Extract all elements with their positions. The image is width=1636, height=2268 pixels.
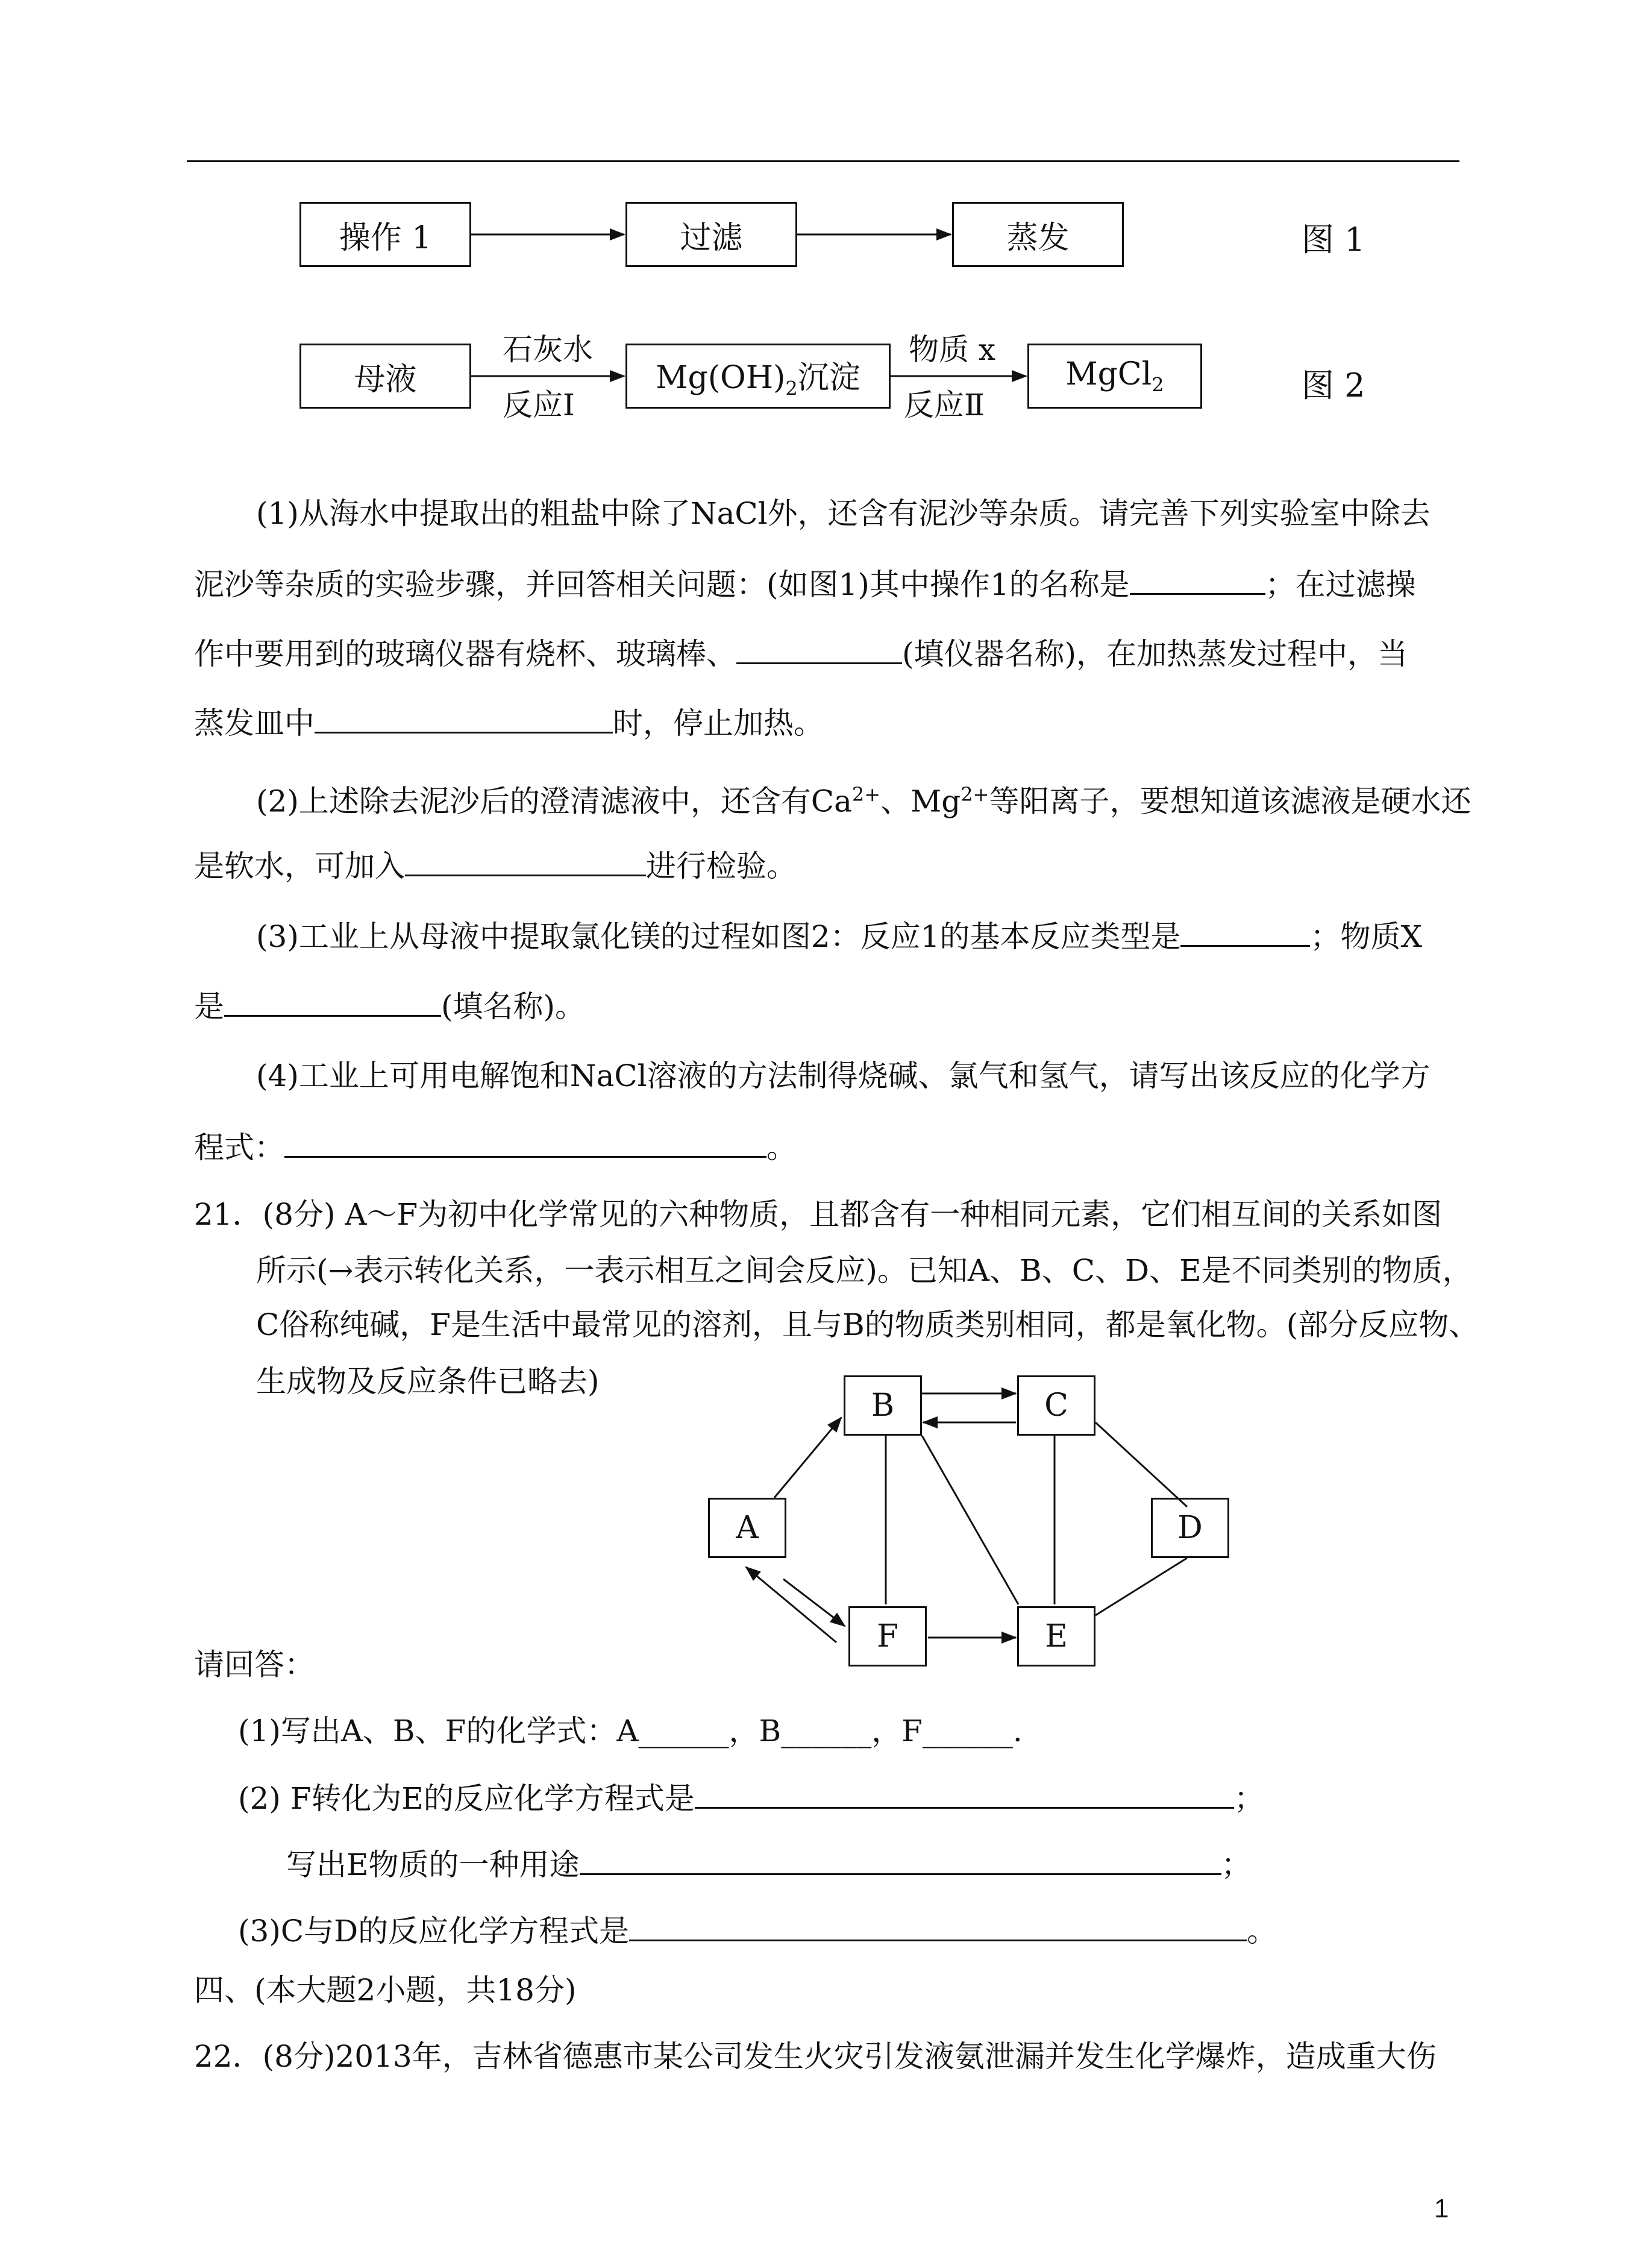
q21-s2-line2: 写出E物质的一种用途 ； xyxy=(286,1845,1252,1883)
q21-s1: (1)写出A、B、F的化学式：A______，B______，F______. xyxy=(238,1714,1023,1748)
q22-line1: 22．(8分)2013年，吉林省德惠市某公司发生火灾引发液氨泄漏并发生化学爆炸，造成重大伤 xyxy=(194,2039,1437,2074)
arrow-F-to-A xyxy=(746,1567,836,1642)
node-F: F xyxy=(848,1606,927,1666)
fig2-box-mgcl2-label: MgCl$_2$ xyxy=(1065,356,1164,397)
arrow-A-to-B xyxy=(774,1418,841,1498)
q20-p4-line1: (4)工业上可用电解饱和NaCl溶液的方法制得烧碱、氯气和氢气，请写出该反应的化学方 xyxy=(256,1058,1431,1093)
q20-p1-line1: (1)从海水中提取出的粗盐中除了NaCl外，还含有泥沙等杂质。请完善下列实验室中除去 xyxy=(256,496,1431,531)
section4-heading: 四、(本大题2小题，共18分) xyxy=(194,1973,577,2008)
fig1-label: 图 1 xyxy=(1302,221,1365,259)
node-A: A xyxy=(708,1498,786,1558)
blank-c-d-equation[interactable] xyxy=(629,1912,1247,1941)
q20-p2-line2: 是软水，可加入 进行检验。 xyxy=(194,847,797,884)
q21-ask: 请回答： xyxy=(194,1647,315,1682)
q20-p3-line1: (3)工业上从母液中提取氯化镁的过程如图2：反应1的基本反应类型是 ；物质X xyxy=(256,917,1422,955)
fig1-box-evaporate-label: 蒸发 xyxy=(1006,219,1070,256)
q21-s2-line1: (2) F转化为E的反应化学方程式是 ； xyxy=(238,1779,1264,1817)
q21-s3: (3)C与D的反应化学方程式是 。 xyxy=(238,1912,1277,1949)
fig2-arrow2-top-label: 物质 x xyxy=(909,332,996,367)
q20-p4-line2: 程式： 。 xyxy=(194,1128,797,1166)
fig1-box-filter-label: 过滤 xyxy=(680,219,743,256)
fig2-arrow2-bottom-label: 反应Ⅱ xyxy=(904,388,985,423)
link-D-E xyxy=(1095,1558,1187,1615)
fig1-box-operation1-label: 操作 1 xyxy=(339,219,432,256)
node-E: E xyxy=(1017,1606,1095,1666)
blank-e-usage[interactable] xyxy=(580,1845,1221,1875)
page-number: 1 xyxy=(1434,2194,1449,2223)
node-C: C xyxy=(1017,1375,1095,1436)
q20-p1-line2: 泥沙等杂质的实验步骤，并回答相关问题：(如图1)其中操作1的名称是 ；在过滤操 xyxy=(194,565,1416,603)
node-D: D xyxy=(1151,1498,1229,1558)
link-C-D xyxy=(1095,1422,1187,1507)
q20-p3-line2: 是 (填名称)。 xyxy=(194,987,585,1025)
fig2-arrow1-top-label: 石灰水 xyxy=(503,332,593,367)
fig2-label: 图 2 xyxy=(1302,366,1365,404)
q21-line2: 所示(→表示转化关系，一表示相互之间会反应)。已知A、B、C、D、E是不同类别的物质， xyxy=(256,1253,1473,1288)
fig2-box-mgoh2-label: $Mg(OH)_2$沉淀 xyxy=(656,360,860,400)
q21-line4: 生成物及反应条件已略去) xyxy=(256,1364,600,1399)
q20-p1-line3: 作中要用到的玻璃仪器有烧杯、玻璃棒、 (填仪器名称)，在加热蒸发过程中，当 xyxy=(194,635,1408,672)
node-B: B xyxy=(844,1375,922,1436)
link-B-E xyxy=(922,1436,1018,1604)
q21-line1: 21．(8分) A～F为初中化学常见的六种物质，且都含有一种相同元素，它们相互间的关系如图 xyxy=(194,1197,1443,1232)
q21-line3: C俗称纯碱，F是生活中最常见的溶剂，且与B的物质类别相同，都是氧化物。(部分反应物、 xyxy=(256,1307,1479,1342)
arrow-A-to-F xyxy=(783,1579,845,1626)
fig2-arrow1-bottom-label: 反应Ⅰ xyxy=(503,388,575,423)
q20-p1-line4: 蒸发皿中 时，停止加热。 xyxy=(194,704,824,741)
fig2-box-mother-liquor-label: 母液 xyxy=(354,361,417,398)
blank-f-to-e-equation[interactable] xyxy=(695,1779,1234,1809)
q20-p2-line1: (2)上述除去泥沙后的澄清滤液中，还含有$Ca^{2+}$、$Mg^{2+}$等阳离子，要想知道该滤液是硬水还 xyxy=(256,783,1471,819)
